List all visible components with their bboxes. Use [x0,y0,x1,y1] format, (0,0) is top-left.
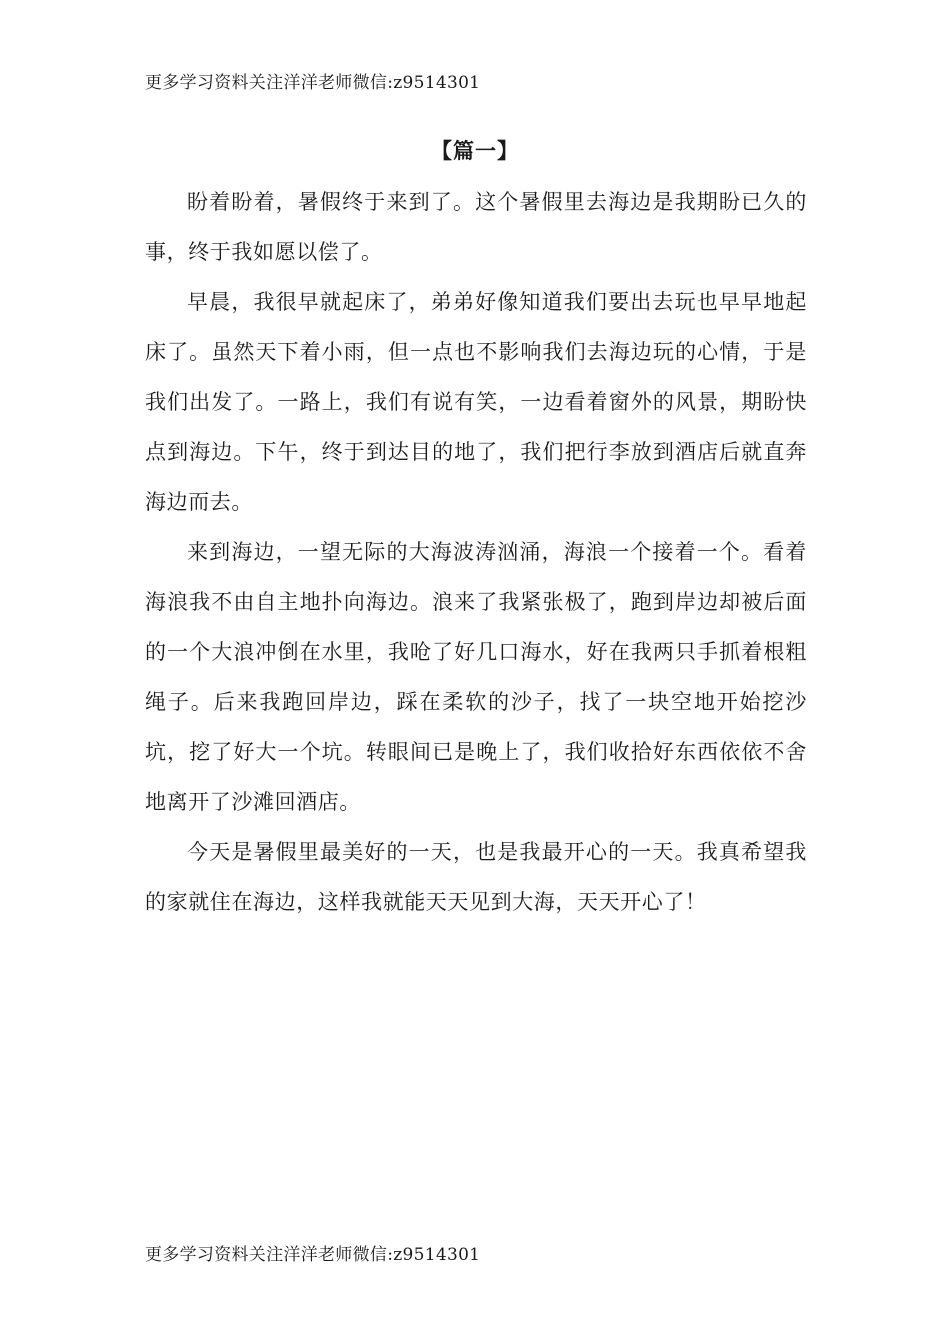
paragraph-4: 今天是暑假里最美好的一天，也是我最开心的一天。我真希望我的家就住在海边，这样我就能天天见到大海，天天开心了！ [145,840,807,914]
header-note: 更多学习资料关注洋洋老师微信:z9514301 [145,73,481,93]
essay-body [145,177,807,927]
paragraph-1: 盼着盼着，暑假终于来到了。这个暑假里去海边是我期盼已久的事，终于我如愿以偿了。 [145,190,807,264]
essay-title: 【篇一】 [431,138,519,163]
paragraph-2: 早晨，我很早就起床了，弟弟好像知道我们要出去玩也早早地起床了。虽然天下着小雨，但一点也不影响我们去海边玩的心情，于是我们出发了。一路上，我们有说有笑，一边看着窗外的风景，期盼快点到海边。下午，终于到达目的地了，我们把行李放到酒店后就直奔海边而去。 [145,290,807,514]
paragraph-3: 来到海边，一望无际的大海波涛汹涌，海浪一个接着一个。看着海浪我不由自主地扑向海边。浪来了我紧张极了，跑到岸边却被后面的一个大浪冲倒在水里，我呛了好几口海水，好在我两只手抓着根粗绳子。后来我跑回岸边，踩在柔软的沙子，找了一块空地开始挖沙坑，挖了好大一个坑。转眼间已是晚上了，我们收拾好东西依依不舍地离开了沙滩回酒店。 [145,540,807,814]
footer-note: 更多学习资料关注洋洋老师微信:z9514301 [145,1245,481,1265]
